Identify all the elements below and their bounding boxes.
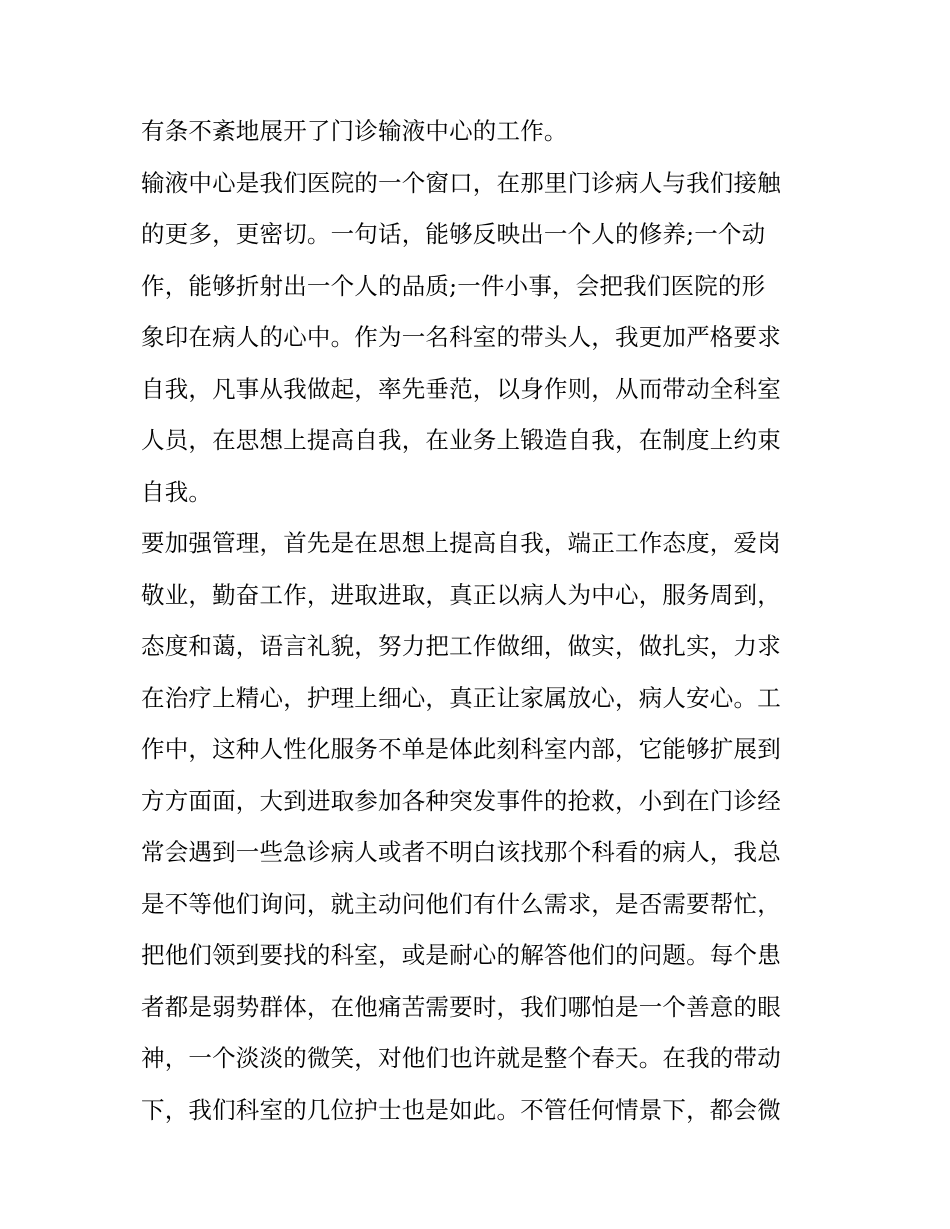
text-line: 神，一个淡淡的微笑，对他们也许就是整个春天。在我的带动 bbox=[141, 1044, 781, 1072]
text-line: 态度和蔼，语言礼貌，努力把工作做细，做实，做扎实，力求 bbox=[141, 632, 781, 660]
body-text bbox=[141, 106, 821, 1136]
text-line: 自我，凡事从我做起，率先垂范，以身作则，从而带动全科室 bbox=[141, 374, 781, 403]
text-line: 人员，在思想上提高自我，在业务上锻造自我，在制度上约束 bbox=[141, 426, 781, 454]
text-line: 要加强管理，首先是在思想上提高自我，端正工作态度，爱岗 bbox=[141, 529, 781, 557]
text-line: 敬业，勤奋工作，进取进取，真正以病人为中心，服务周到， bbox=[141, 580, 781, 609]
text-line: 的更多，更密切。一句话，能够反映出一个人的修养;一个动 bbox=[141, 220, 766, 248]
text-line: 作，能够折射出一个人的品质;一件小事，会把我们医院的形 bbox=[141, 271, 766, 300]
text-line: 把他们领到要找的科室，或是耐心的解答他们的问题。每个患 bbox=[141, 941, 781, 969]
text-line: 常会遇到一些急诊病人或者不明白该找那个科看的病人，我总 bbox=[141, 838, 781, 866]
text-line: 象印在病人的心中。作为一名科室的带头人，我更加严格要求 bbox=[141, 323, 781, 351]
text-line: 自我。 bbox=[141, 477, 213, 506]
text-line: 下，我们科室的几位护士也是如此。不管任何情景下，都会微 bbox=[141, 1095, 781, 1124]
text-line: 有条不紊地展开了门诊输液中心的工作。 bbox=[141, 117, 568, 145]
text-line: 作中，这种人性化服务不单是体此刻科室内部，它能够扩展到 bbox=[141, 735, 781, 763]
text-line: 输液中心是我们医院的一个窗口，在那里门诊病人与我们接触 bbox=[141, 168, 781, 197]
text-line: 在治疗上精心，护理上细心，真正让家属放心，病人安心。工 bbox=[141, 683, 781, 712]
text-line: 方方面面，大到进取参加各种突发事件的抢救，小到在门诊经 bbox=[141, 786, 781, 815]
text-line: 者都是弱势群体，在他痛苦需要时，我们哪怕是一个善意的眼 bbox=[141, 992, 781, 1021]
text-line: 是不等他们询问，就主动问他们有什么需求，是否需要帮忙， bbox=[141, 889, 781, 918]
